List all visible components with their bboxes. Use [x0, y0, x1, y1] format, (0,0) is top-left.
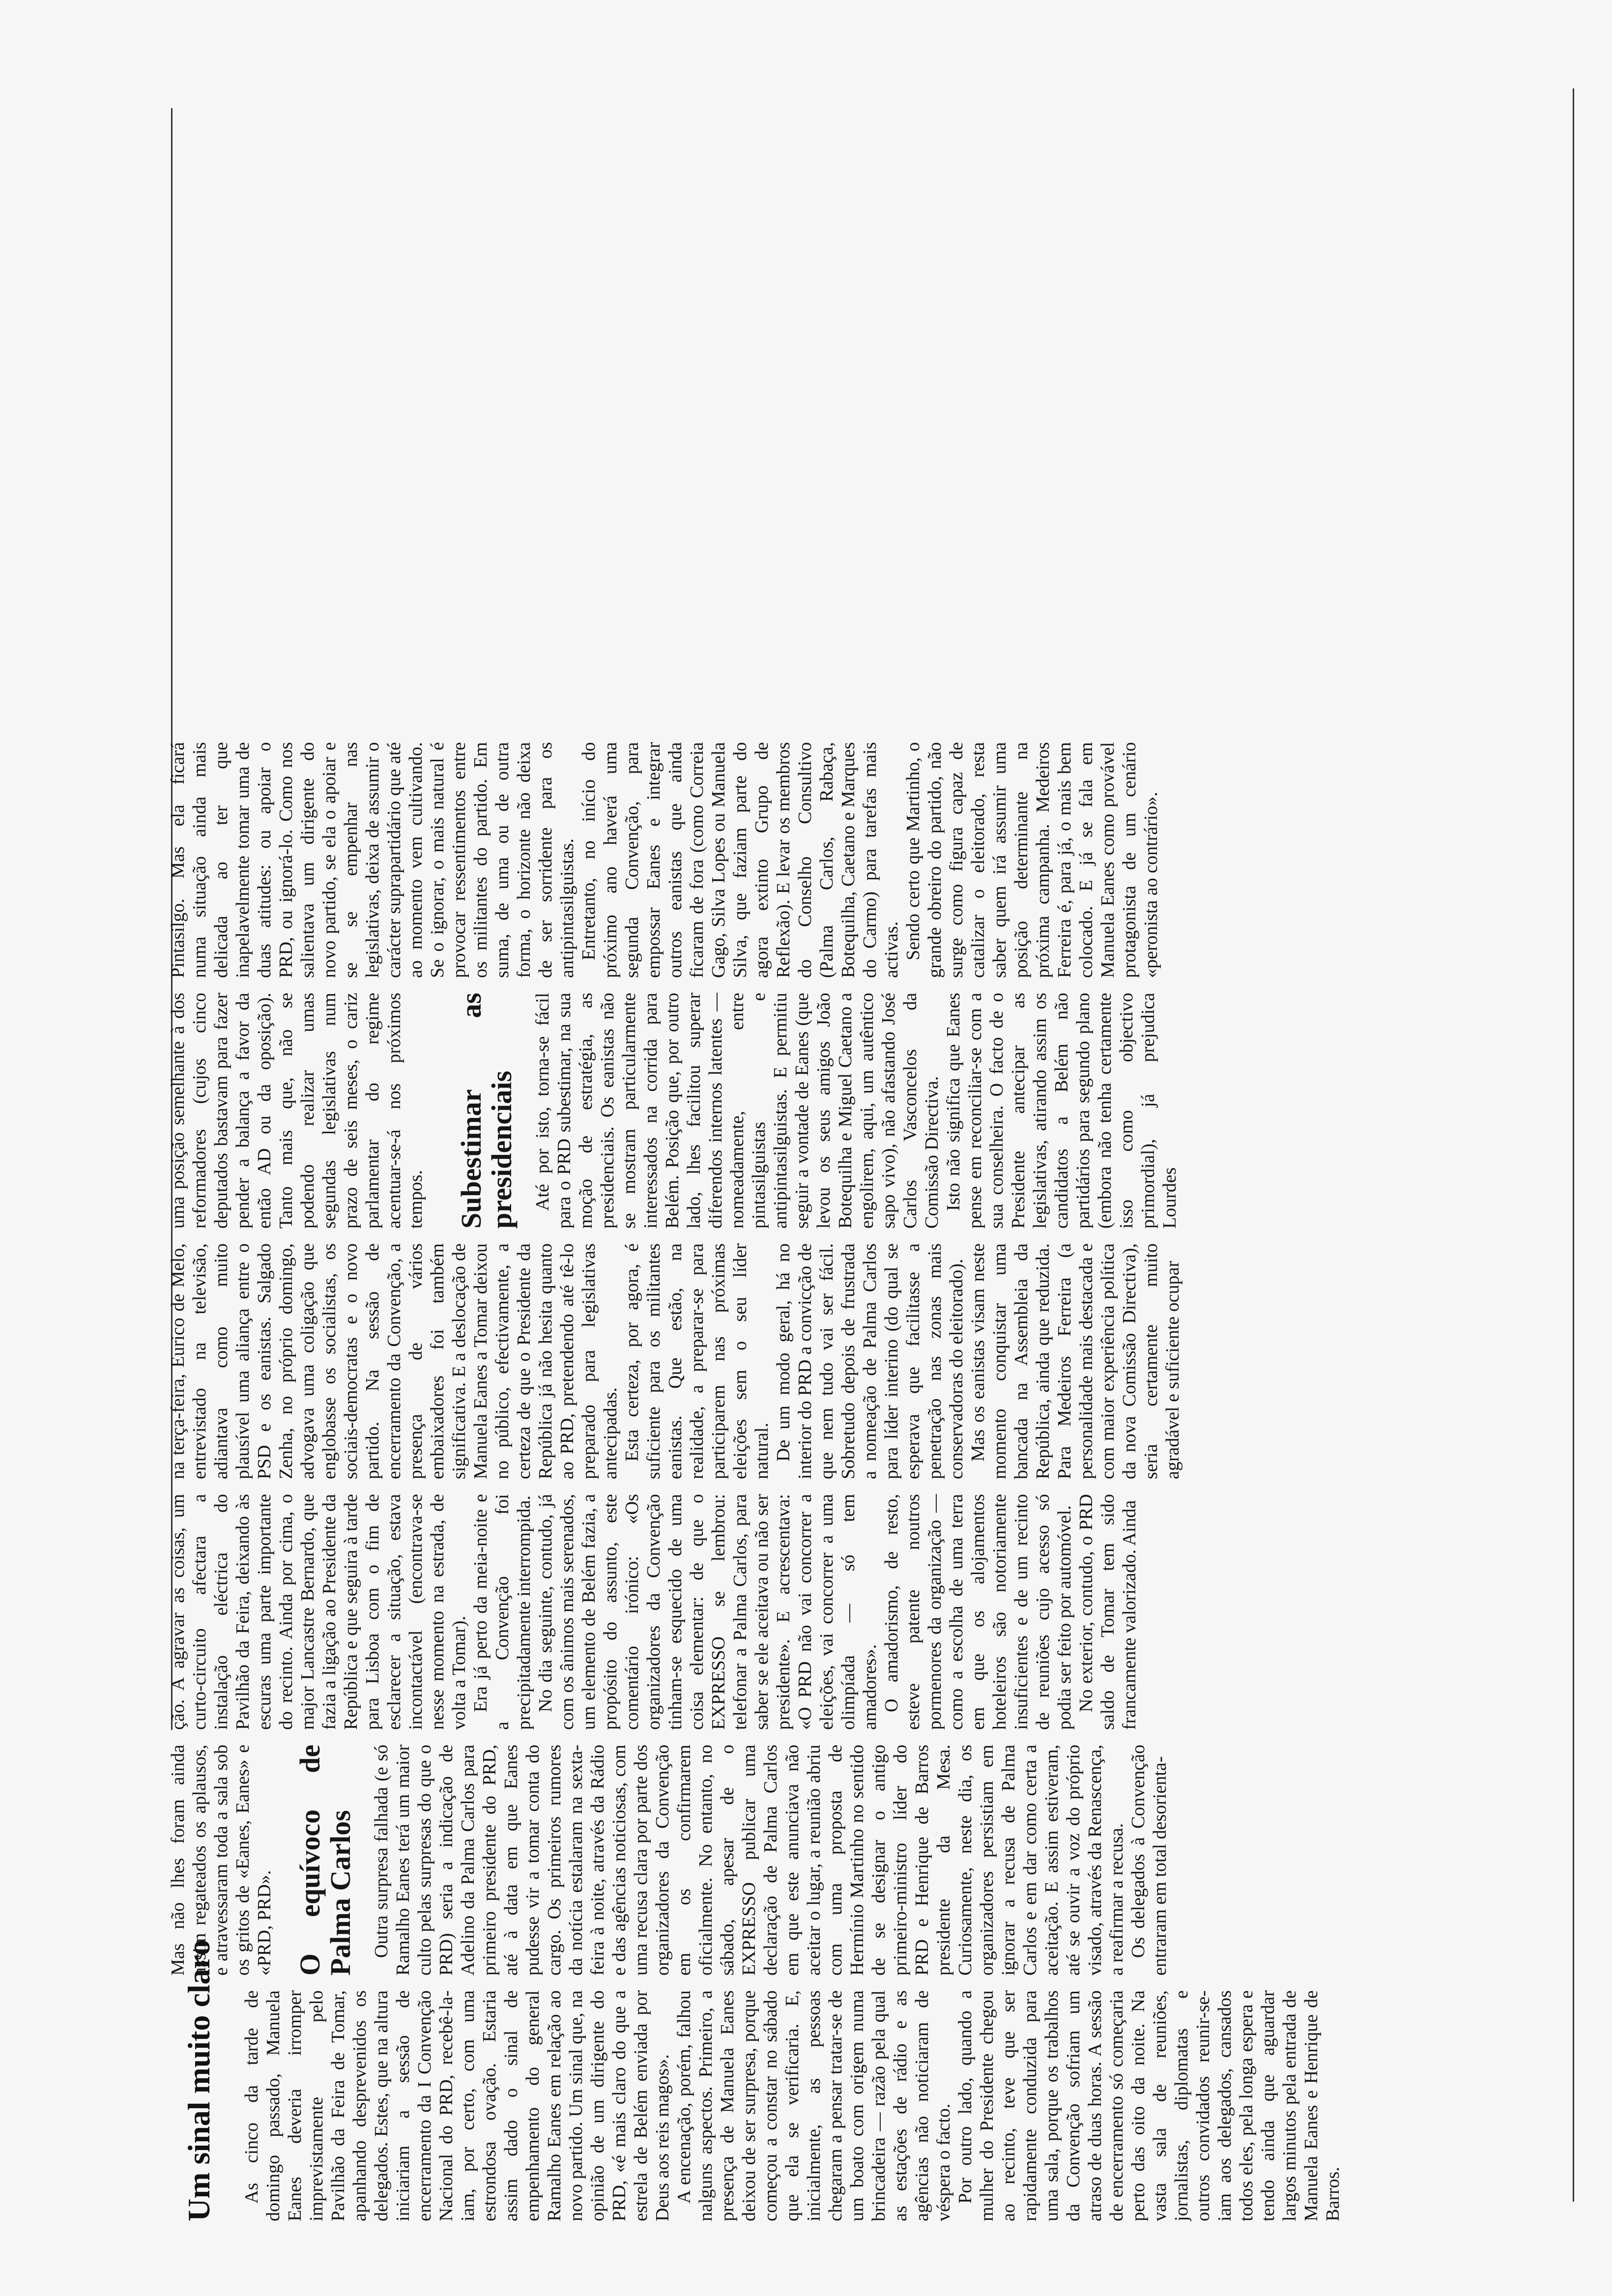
page-edge-rule [1573, 88, 1574, 2202]
paragraph: Entretanto, no início do próximo ano haverá uma segunda Convenção, para empossar Eanes e integrar outros eanistas que ainda ficaram de fora (como Correia Gago, Silva Lopes ou Manuela Silva, que faziam parte do agora extinto Grupo de Reflexão). E levar os membros do Conselho Consultivo (Palma Carlos, Rabaça, Botequilha, Caetano e Marques do Carmo) para tarefas mais activas. [578, 742, 902, 978]
paragraph: Até por isto, torna-se fácil para o PRD subestimar, na sua moção de estratégia, as presidenciais. Os eanistas não se mostram particularmente interessados na corrida para Belém. Posição que, por outro lado, lhes facilitou superar diferendos internos latentes — nomeadamente, entre pintasilguistas e antipintasilguistas. E permitiu seguir a vontade de Eanes (que levou os seus amigos João Botequilha e Miguel Caetano a engolirem, aqui, um autêntico sapo vivo), não afastando José Carlos Vasconcelos da Comissão Directiva. [532, 993, 942, 1229]
paragraph: A encenação, porém, falhou nalguns aspectos. Primeiro, a presença de Manuela Eanes deixou de ser surpresa, porque começou a constar no sábado que ela se verificaria. E, inicialmente, as pessoas chegaram a pensar tratar-se de um boato com origem numa brincadeira — razão pela qual as estações de rádio e as agências não noticiaram de véspera o facto. [674, 1990, 954, 2221]
paragraph: Mas não lhes foram ainda assim regateados os aplausos, e atravessaram toda a sala sob os gritos de «Eanes, Eanes» e «PRD, PRD». [168, 1745, 275, 1976]
paragraph: Outra surpresa falhada (e só Ramalho Eanes terá um maior culto pelas surpresas do que o PRD) seria a indicação de Adelino da Palma Carlos para primeiro presidente do PRD, até à data em que Eanes pudesse vir a tomar conta do cargo. Os primeiros rumores da notícia estalaram na sexta-feira à noite, através da Rádio e das agências noticiosas, com uma recusa clara por parte dos organizadores da Convenção em os confirmarem oficialmente. No entanto, no sábado, apesar de o EXPRESSO publicar uma declaração de Palma Carlos em que este anunciava não aceitar o lugar, a reunião abriu com uma proposta de Hermínio Martinho no sentido de se designar o antigo primeiro-ministro líder do PRD e Henrique de Barros presidente da Mesa. Curiosamente, neste dia, os organizadores persistiam em ignorar a recusa de Palma Carlos e em dar como certa a aceitação. E assim estiveram, até se ouvir a voz do próprio visado, através da Renascença, a reafirmar a recusa. [371, 1745, 1127, 1976]
paragraph: Por outro lado, quando a mulher do Presidente chegou ao recinto, teve que ser rapidamente conduzida para uma sala, porque os trabalhos da Convenção sofriam um atraso de duas horas. A sessão de encerramento só começaria perto das oito da noite. Na vasta sala de reuniões, jornalistas, diplomatas e outros convidados reunir-se-iam aos delegados, cansados todos eles, pela longa espera e tendo ainda que aguardar largos minutos pela entrada de Manuela Eanes e Henrique de Barros. [955, 1990, 1343, 2221]
paragraph: No exterior, contudo, o PRD saldo de Tomar tem sido francamente valorizado. Ainda [1076, 1494, 1140, 1730]
paragraph: O amadorismo, de resto, esteve patente noutros pormenores da organização — como a escolha de uma terra em que os alojamentos hoteleiros são notoriamente insuficientes e de um recinto de reuniões cujo acesso só podia ser feito por automóvel. [881, 1494, 1075, 1730]
paragraph: Os delegados à Convenção entraram em total desorienta- [1128, 1745, 1170, 1976]
column-5 [167, 993, 1583, 1229]
newspaper-clipping [167, 93, 1583, 2221]
paragraph: No dia seguinte, contudo, já com os ânimos mais serenados, um elemento de Belém fazia, a propósito do assunto, este comentário irónico: «Os organizadores da Convenção tinham-se esquecido de uma coisa elementar: de que o EXPRESSO se lembrou: telefonar a Palma Carlos, para saber se ele aceitava ou não ser presidente». E acrescentava: «O PRD não vai concorrer a eleições, vai concorrer a uma olimpíada — só tem amadores». [535, 1494, 880, 1730]
paragraph: Esta certeza, por agora, é suficiente para os militantes eanistas. Que estão, na realidade, a preparar-se para participarem nas próximas eleições sem o seu líder natural. [622, 1243, 772, 1479]
article-title: Um sinal muito claro [181, 1939, 216, 2221]
paragraph: ção. A agravar as coisas, um curto-circuito afectara a instalação eléctrica do Pavilhão da Feira, deixando às escuras uma parte importante do recinto. Ainda por cima, o major Lancastre Bernardo, que fazia a ligação ao Presidente da República e que seguira à tarde para Lisboa com o fim de esclarecer a situação, estava incontactável (encontrava-se nesse momento na estrada, de volta a Tomar). [168, 1494, 469, 1730]
paragraph: na terça-feira, Eurico de Melo, entrevistado na televisão, adiantava como muito plausível uma aliança entre o PSD e os eanistas. Salgado Zenha, no próprio domingo, advogava uma coligação que englobasse os socialistas, os sociais-democratas e o novo partido. Na sessão de encerramento da Convenção, a presença de vários embaixadores foi também significativa. E a deslocação de Manuela Eanes a Tomar deixou no público, efectivamente, a certeza de que o Presidente da República já não hesita quanto ao PRD, pretendendo até tê-lo preparado para legislativas antecipadas. [168, 1243, 621, 1479]
paragraph: Era já perto da meia-noite e a Convenção foi precipitadamente interrompida. [470, 1494, 534, 1730]
column-1 [241, 1990, 1583, 2221]
column-2 [167, 1745, 1583, 1976]
paragraph: Isto não significa que Eanes pense em reconciliar-se com a sua conselheira. O facto de o Presidente antecipar as legislativas, atirando assim os candidatos a Belém não partidários para segundo plano (embora não tenha certamente isso como objectivo primordial), já prejudica Lourdes [943, 993, 1180, 1229]
column-3 [167, 1494, 1583, 1730]
subheading: Subestimar as presidenciais [455, 993, 518, 1229]
paragraph: As cinco da tarde de domingo passado, Manuela Eanes deveria irromper imprevistamente pelo Pavilhão da Feira de Tomar, apanhando desprevenidos os delegados. Estes, que na altura iniciariam a sessão de encerramento da I Convenção Nacional do PRD, recebê-la-iam, por certo, com uma estrondosa ovação. Estaria assim dado o sinal de empenhamento do general Ramalho Eanes em relação ao novo partido. Um sinal que, na opinião de um dirigente do PRD, «é mais claro do que a estrela de Belém enviada por Deus aos reis magos». [241, 1990, 673, 2221]
paragraph: Mas os eanistas visam neste momento conquistar uma bancada na Assembleia da República, ainda que reduzida. Para Medeiros Ferreira (a personalidade mais destacada e com maior experiência política da nova Comissão Directiva), seria certamente muito agradável e suficiente ocupar [968, 1243, 1183, 1479]
subheading: O equívoco de Palma Carlos [294, 1745, 356, 1976]
paragraph: Sendo certo que Martinho, o grande obreiro do partido, não surge como figura capaz de catalizar o eleitorado, resta saber quem irá assumir uma posição determinante na próxima campanha. Medeiros Ferreira é, para já, o mais bem colocado. E já se fala em Manuela Eanes como provável protagonista de um cenário «peronista ao contrário». [903, 742, 1161, 978]
paragraph: De um modo geral, há no interior do PRD a convicção de que nem tudo vai ser fácil. Sobretudo depois de frustrada a nomeação de Palma Carlos para líder interino (do qual se esperava que facilitasse a penetração nas zonas mais conservadoras do eleitorado). [773, 1243, 967, 1479]
column-6 [167, 742, 1583, 978]
paragraph: Pintasilgo. Mas ela ficará numa situação ainda mais delicada ao ter que inapelavelmente tomar uma de duas atitudes: ou apoiar o PRD, ou ignorá-lo. Como nos salientava um dirigente do novo partido, se ela o apoiar e se se empenhar nas legislativas, deixa de assumir o carácter suprapartidário que até ao momento vem cultivando. Se o ignorar, o mais natural é provocar ressentimentos entre os militantes do partido. Em suma, de uma ou de outra forma, o horizonte não deixa de ser sorridente para os antipintasilguistas. [168, 742, 577, 978]
paragraph: uma posição semelhante à dos reformadores (cujos cinco deputados bastavam para fazer pender a balança a favor da então AD ou da oposição). Tanto mais que, não se podendo realizar umas segundas legislativas num prazo de seis meses, o cariz parlamentar do regime acentuar-se-á nos próximos tempos. [168, 993, 426, 1229]
column-4 [167, 1243, 1583, 1479]
